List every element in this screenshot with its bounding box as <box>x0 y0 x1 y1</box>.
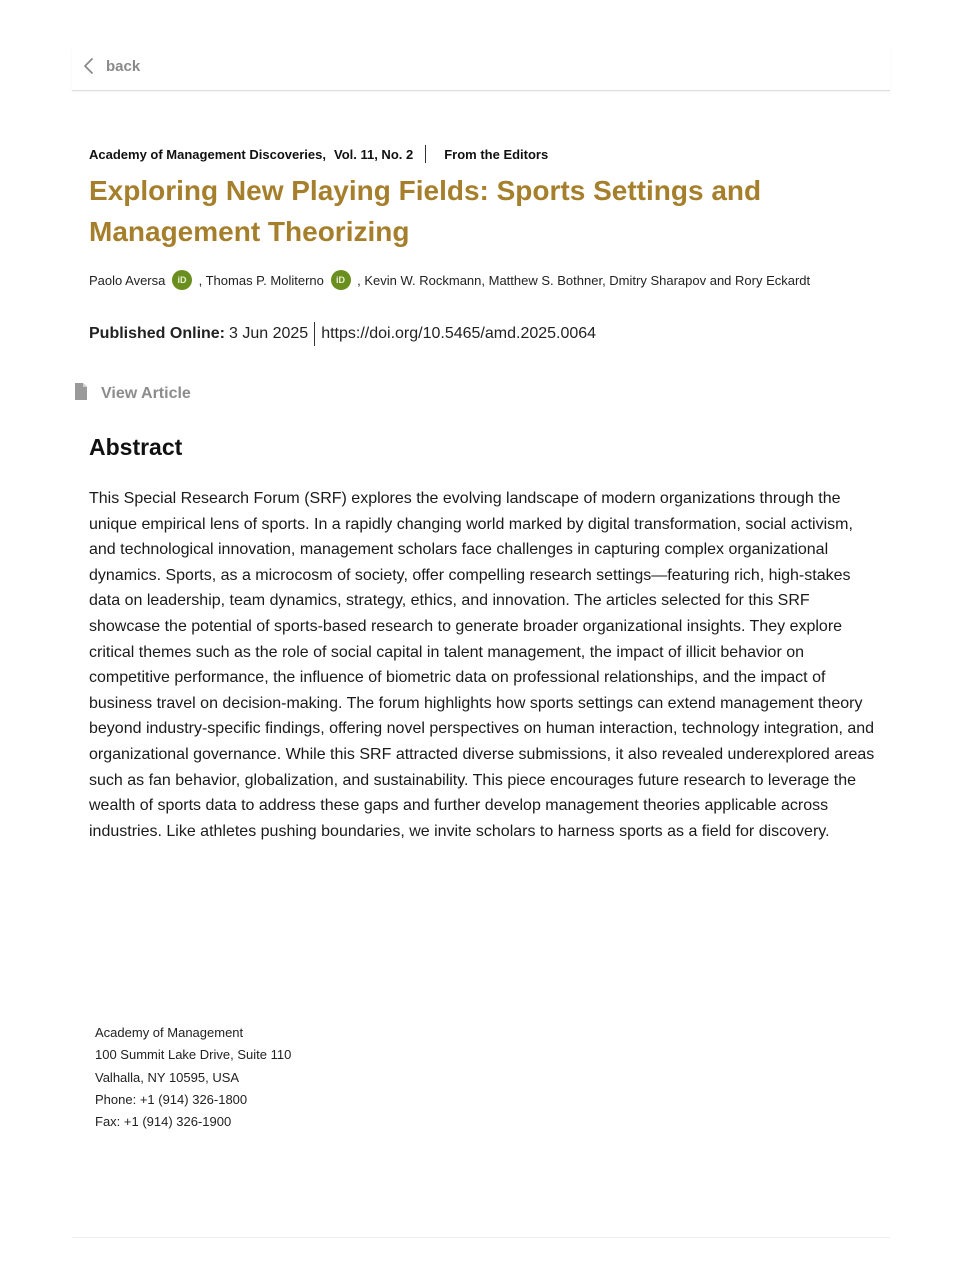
address-line: Valhalla, NY 10595, USA <box>95 1069 240 1085</box>
journal-name[interactable]: Academy of Management Discoveries, <box>89 146 326 162</box>
address-line: Academy of Management <box>95 1025 244 1040</box>
back-label: back <box>106 57 141 75</box>
chevron-left-icon <box>82 56 96 76</box>
doi-link[interactable]: https://doi.org/10.5465/amd.2025.0064 <box>321 325 597 342</box>
orcid-icon[interactable]: iD <box>331 270 351 290</box>
divider <box>314 322 315 346</box>
section-label: From the Editors <box>444 146 549 162</box>
divider <box>425 145 426 163</box>
top-nav-bar <box>72 48 890 91</box>
published-label: Published Online: <box>89 325 226 342</box>
volume-issue[interactable]: Vol. 11, No. 2 <box>333 146 414 162</box>
address-line: 100 Summit Lake Drive, Suite 110 <box>95 1047 292 1063</box>
document-icon <box>74 383 88 405</box>
published-date: 3 Jun 2025 <box>229 325 309 342</box>
back-button[interactable] <box>82 56 140 76</box>
fax-line: Fax: +1 (914) 326-1900 <box>95 1114 232 1130</box>
journal-citation <box>89 145 548 163</box>
author-name[interactable]: , Thomas P. Moliterno <box>198 273 324 288</box>
abstract-heading: Abstract <box>89 434 183 460</box>
publication-info <box>89 322 596 346</box>
footer-divider <box>72 1237 890 1238</box>
view-article-button[interactable] <box>74 383 191 405</box>
footer-address <box>95 1022 291 1133</box>
view-article-label: View Article <box>101 385 191 402</box>
author-name[interactable]: Paolo Aversa <box>89 273 166 288</box>
phone-line: Phone: +1 (914) 326-1800 <box>95 1091 248 1107</box>
author-names-rest[interactable]: , Kevin W. Rockmann, Matthew S. Bothner, Dmitry Sharapov and Rory Eckardt <box>357 273 811 288</box>
orcid-icon[interactable]: iD <box>172 270 192 290</box>
article-title: Exploring New Playing Fields: Sports Settings and Management Theorizing <box>89 175 762 247</box>
author-list <box>89 266 889 296</box>
abstract-text: This Special Research Forum (SRF) explores the evolving landscape of modern organizations through the unique empirical lens of sports. In a rapidly changing world marked by digital transformation, social activism, and technological innovation, management scholars face challenges in capturing complex organizational dynamics. Sports, as a microcosm of society, offer compelling research settings—featuring rich, high-stakes data on leadership, team dynamics, strategy, ethics, and innovation. The articles selected for this SRF showcase the potential of sports-based research to generate broader organizational insights. They explore critical themes such as the role of social capital in talent management, the impact of illicit behavior on competitive performance, the influence of biometric data on professional relationships, and the impact of business travel on decision-making. The forum highlights how sports settings can extend management theory beyond industry-specific findings, offering novel perspectives on human interaction, technology integration, and organizational governance. While this SRF attracted diverse submissions, it also revealed underexplored areas such as fan behavior, globalization, and sustainability. This piece encourages future research to leverage the wealth of sports data to address these gaps and further develop management theories applicable across industries. Like athletes pushing boundaries, we invite scholars to harness sports as a field for discovery. <box>89 490 875 840</box>
